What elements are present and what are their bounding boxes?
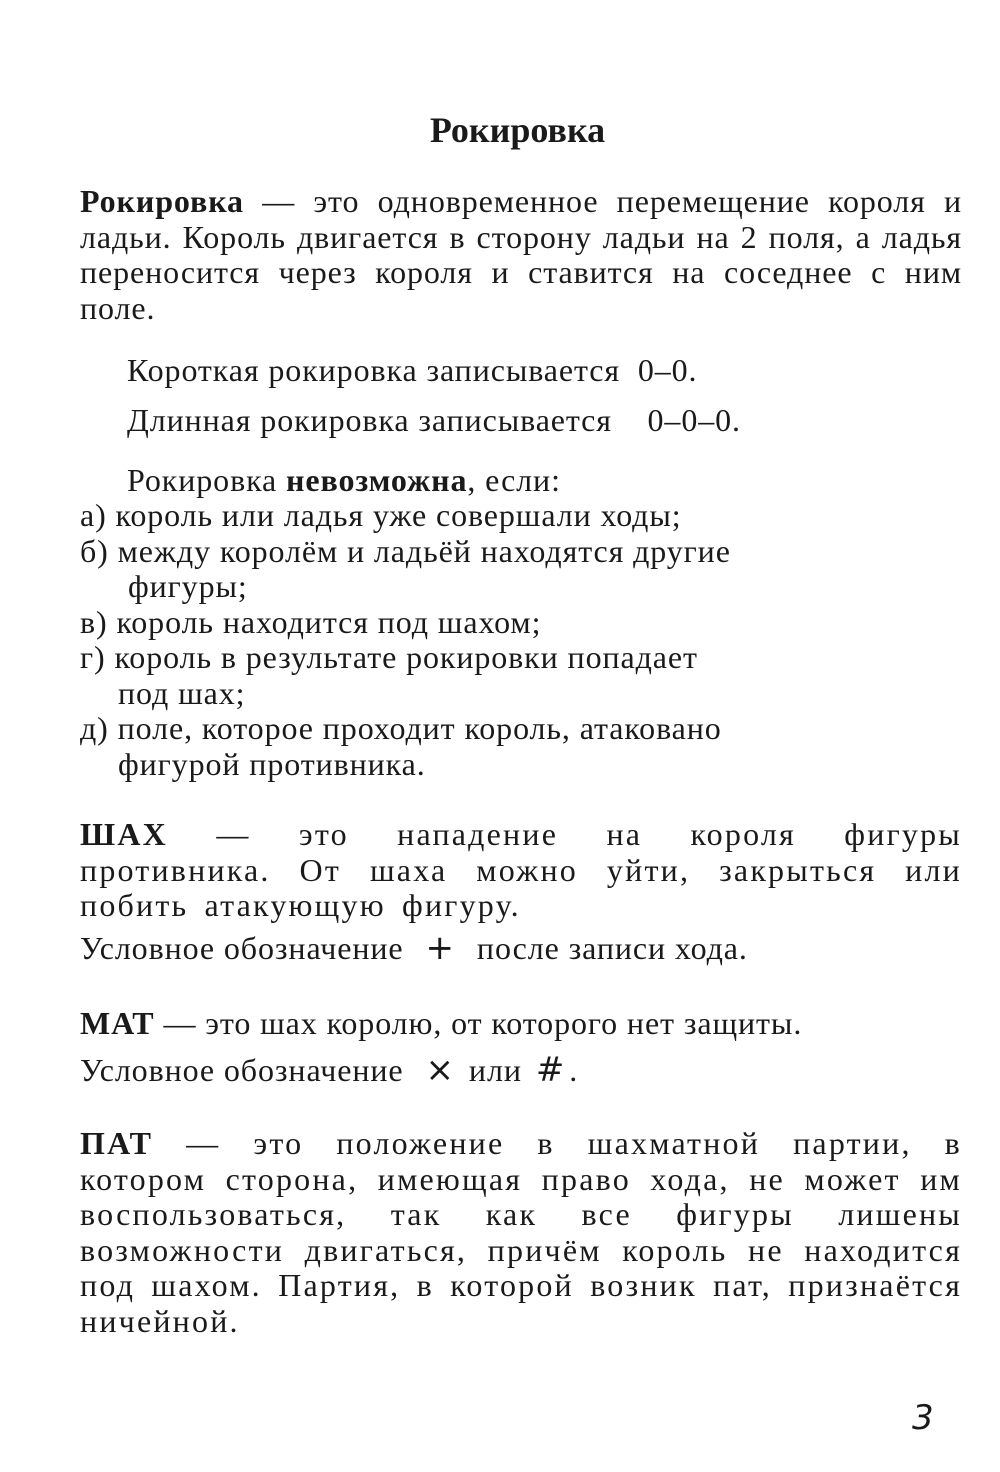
cross-symbol-icon: × bbox=[425, 1050, 455, 1090]
long-castling-notation bbox=[127, 402, 741, 438]
hash-symbol-icon: # bbox=[535, 1050, 566, 1090]
castling-impossible-intro bbox=[127, 462, 561, 498]
plus-symbol-icon: + bbox=[425, 928, 455, 968]
intro-tail: , если: bbox=[467, 462, 561, 498]
list-item-continuation: фигурой противника. bbox=[118, 745, 426, 782]
check-notation-tail: после записи хода. bbox=[476, 930, 748, 966]
intro-bold: невозможна bbox=[286, 462, 468, 498]
mate-definition bbox=[80, 1005, 802, 1041]
mate-notation-label: Условное обозначение bbox=[80, 1052, 404, 1088]
long-castling-value: 0–0–0. bbox=[647, 402, 741, 438]
list-item-continuation: под шах; bbox=[118, 674, 246, 711]
stalemate-term: ПАТ bbox=[80, 1125, 154, 1161]
stalemate-definition bbox=[80, 1126, 962, 1339]
list-item: б) между королём и ладьёй находятся другие bbox=[80, 532, 731, 569]
list-item-continuation: фигуры; bbox=[128, 568, 248, 604]
castling-text: — это одновременное перемещение короля и ладьи. Король двигается в сторону ладьи на 2 поля, а ладья переносится через короля и ставится на соседнее с ним поле. bbox=[80, 183, 962, 326]
check-notation-label: Условное обозначение bbox=[80, 930, 404, 966]
short-castling-value: 0–0. bbox=[637, 352, 698, 388]
mate-end: . bbox=[569, 1052, 579, 1088]
mate-or: или bbox=[468, 1052, 522, 1088]
list-item: а) король или ладья уже совершали ходы; bbox=[80, 497, 682, 533]
page-title: Рокировка bbox=[429, 110, 606, 150]
page-number: 3 bbox=[912, 1398, 934, 1438]
check-notation bbox=[80, 930, 748, 966]
mate-text: — это шах королю, от которого нет защиты. bbox=[154, 1005, 803, 1041]
mate-term: МАТ bbox=[80, 1005, 155, 1041]
stalemate-text: — это положение в шахматной партии, в котором сторона, имеющая право хода, не может им воспользоваться, так как все фигуры лишены возможности двигаться, причём король не находится под шахом. Партия, в которой возник пат, признаётся ничейной. bbox=[80, 1125, 962, 1339]
list-item: д) поле, которое проходит король, атаковано bbox=[80, 710, 722, 746]
check-definition bbox=[80, 817, 962, 924]
check-text: — это нападение на короля фигуры противника. От шаха можно уйти, закрыться или побить атакующую фигуру. bbox=[80, 816, 962, 923]
intro-text: Рокировка bbox=[127, 462, 287, 498]
short-castling-label: Короткая рокировка записывается bbox=[127, 352, 621, 388]
long-castling-label: Длинная рокировка записывается bbox=[127, 402, 612, 438]
castling-definition bbox=[80, 184, 962, 326]
mate-notation bbox=[80, 1052, 578, 1088]
castling-conditions-list bbox=[80, 498, 980, 782]
short-castling-notation bbox=[127, 352, 697, 388]
castling-term: Рокировка bbox=[80, 183, 244, 219]
list-item: в) король находится под шахом; bbox=[80, 603, 542, 640]
check-term: ШАХ bbox=[80, 816, 168, 852]
list-item: г) король в результате рокировки попадает bbox=[80, 639, 698, 675]
